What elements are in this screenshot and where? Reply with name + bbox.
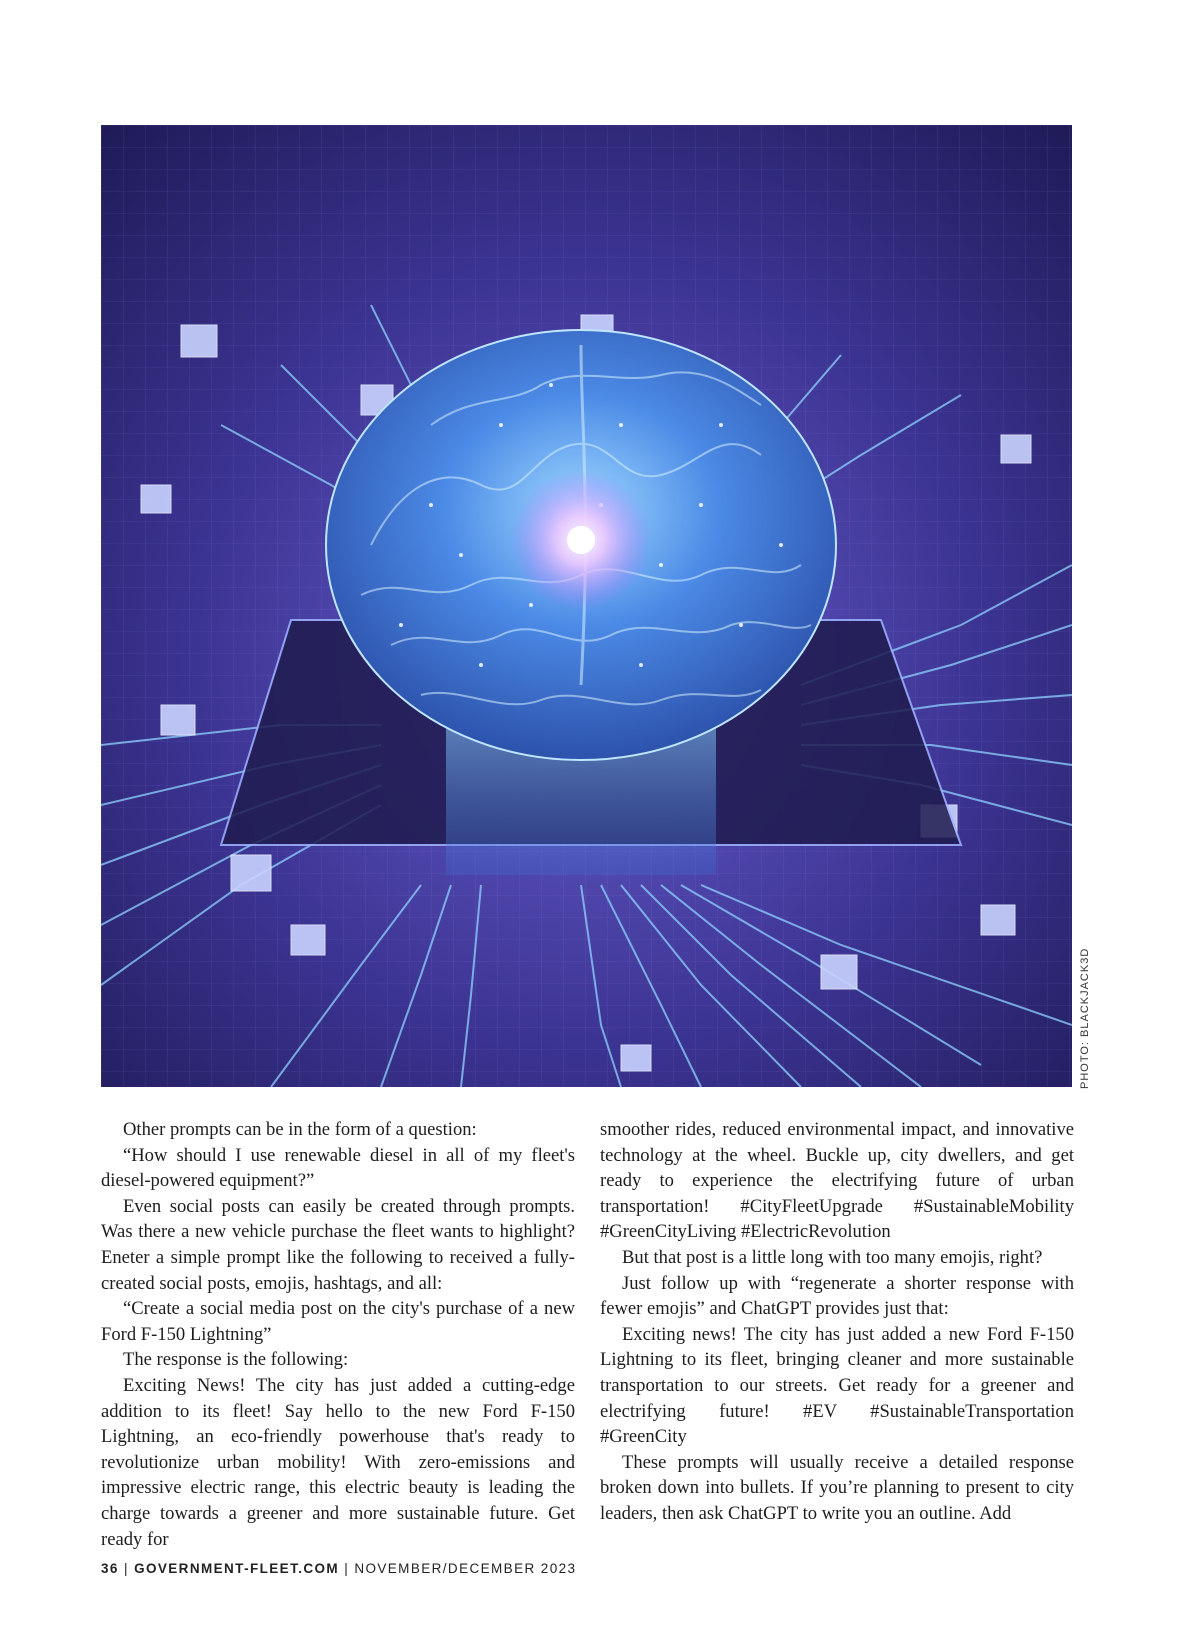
page-number: 36 (101, 1561, 119, 1576)
paragraph: Exciting News! The city has just added a cutting-edge addition to its fleet! Say hello to the new Ford F-150 Lightning, an eco-friendly powerhouse that's ready to revolutionize urban mobility! With zero-emissions and impressive electric range, this electric beauty is leading the charge towards a greener and more sustainable future. Get ready for (101, 1374, 575, 1550)
paragraph: These prompts will usually receive a detailed response broken down into bullets. If you’re planning to present to city leaders, then ask ChatGPT to write you an outline. Add (600, 1451, 1074, 1524)
article-right-column (600, 1117, 1074, 1527)
photo-credit: PHOTO: BLACKJACK3D (1079, 947, 1091, 1089)
paragraph: “How should I use renewable diesel in all of my fleet's diesel-powered equipment?” (101, 1144, 575, 1192)
paragraph: Just follow up with “regenerate a shorter response with fewer emojis” and ChatGPT provides just that: (600, 1272, 1074, 1320)
footer-issue: NOVEMBER/DECEMBER 2023 (354, 1561, 577, 1576)
paragraph: “Create a social media post on the city's purchase of a new Ford F-150 Lightning” (101, 1298, 575, 1345)
footer-site: GOVERNMENT-FLEET.COM (134, 1561, 340, 1576)
paragraph-continued: smoother rides, reduced environmental impact, and innovative technology at the wheel. Buckle up, city dwellers, and get ready to experience the electrifying future of urban transportation! #CityFleetUpgrade #SustainableMobility #GreenCityLiving #ElectricRevolution (600, 1119, 1074, 1243)
paragraph: The response is the following: (123, 1349, 349, 1371)
footer-separator: | (123, 1561, 129, 1576)
footer-separator: | (344, 1561, 350, 1576)
paragraph: Even social posts can easily be created through prompts. Was there a new vehicle purchase the fleet wants to highlight? Eneter a simple prompt like the following to received a fully-created social posts, emojis, hashtags, and all: (101, 1195, 575, 1294)
paragraph: But that post is a little long with too many emojis, right? (622, 1246, 1043, 1268)
article-left-column (101, 1117, 575, 1552)
ai-brain-circuit-illustration (101, 125, 1072, 1087)
paragraph: Other prompts can be in the form of a question: (123, 1119, 477, 1140)
hero-photo (101, 125, 1072, 1087)
page-footer (101, 1561, 576, 1576)
paragraph: Exciting news! The city has just added a new Ford F-150 Lightning to its fleet, bringing cleaner and more sustainable transportation to our streets. Get ready for a greener and electrifying future! #EV #SustainableTransportation #GreenCity (600, 1323, 1074, 1448)
